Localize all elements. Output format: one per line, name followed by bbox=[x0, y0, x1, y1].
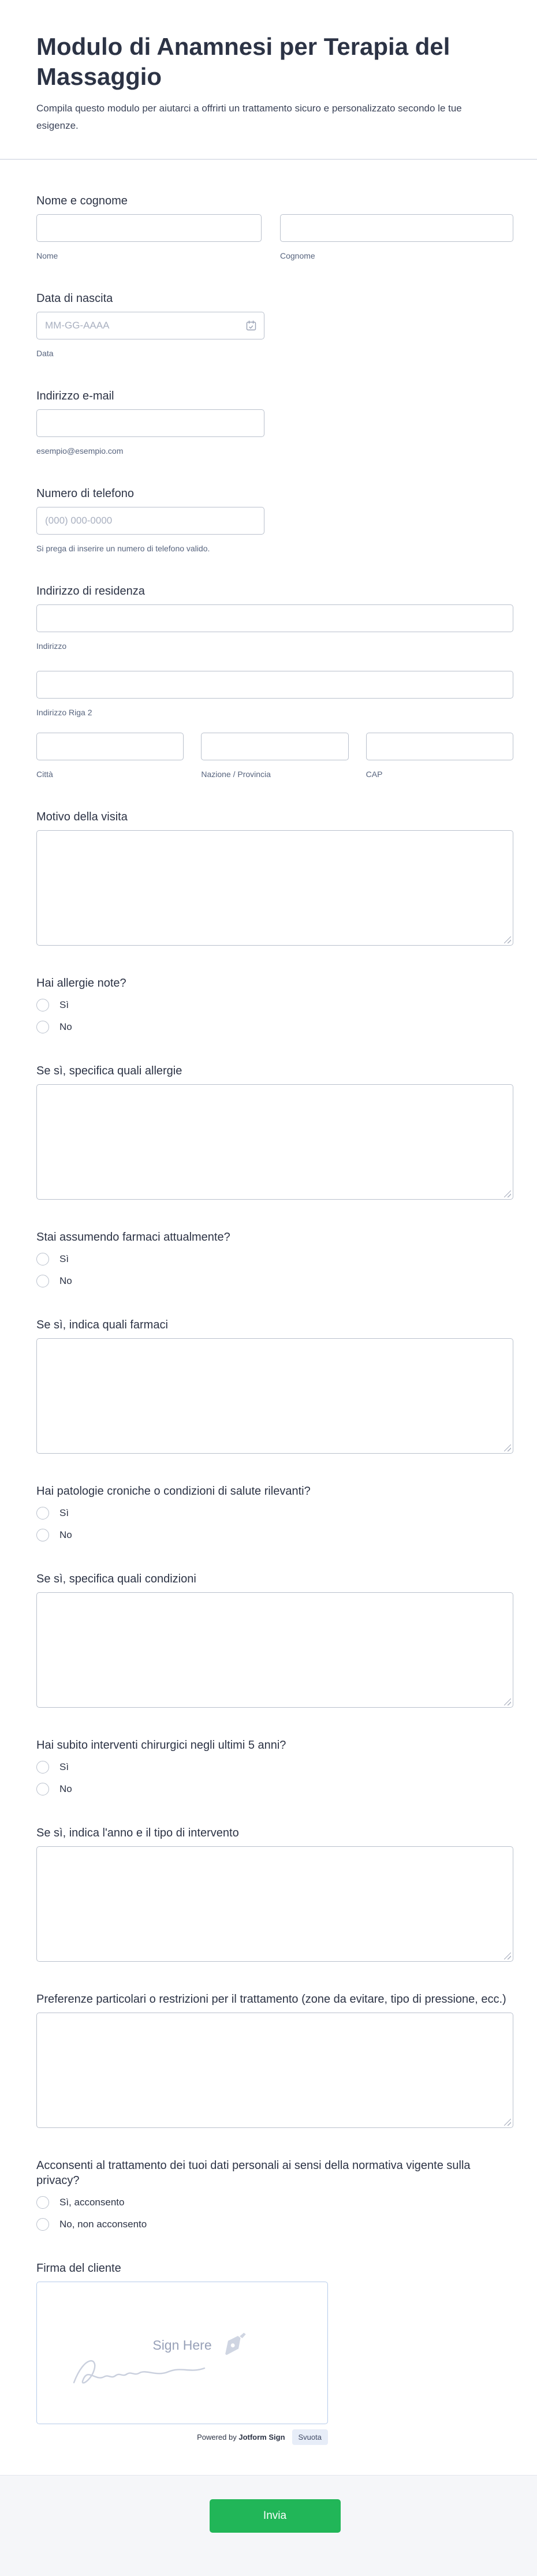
address-city-input[interactable] bbox=[36, 733, 184, 760]
address-line2-sublabel: Indirizzo Riga 2 bbox=[36, 708, 92, 717]
radio-icon[interactable] bbox=[36, 1021, 49, 1033]
conditions-option-no[interactable]: No bbox=[36, 1529, 513, 1541]
medications-detail-label: Se sì, indica quali farmaci bbox=[36, 1319, 168, 1331]
field-preferences bbox=[36, 1992, 513, 2128]
resize-handle-icon[interactable] bbox=[504, 1190, 511, 1197]
allergies-question-label: Hai allergie note? bbox=[36, 977, 126, 990]
radio-icon[interactable] bbox=[36, 1253, 49, 1265]
radio-icon[interactable] bbox=[36, 1507, 49, 1520]
question-privacy bbox=[36, 2158, 513, 2231]
radio-icon[interactable] bbox=[36, 1761, 49, 1774]
address-line1-input[interactable] bbox=[36, 604, 513, 632]
field-phone bbox=[36, 486, 513, 554]
privacy-option-no[interactable]: No, non acconsento bbox=[36, 2218, 513, 2231]
preferences-label: Preferenze particolari o restrizioni per il trattamento (zone da evitare, tipo di pressione, ecc.) bbox=[36, 1993, 506, 2006]
email-label: Indirizzo e-mail bbox=[36, 390, 114, 402]
jotform-sign-brand: Jotform Sign bbox=[238, 2433, 285, 2441]
first-name-input[interactable] bbox=[36, 214, 262, 242]
surgery-detail-textarea[interactable] bbox=[36, 1846, 513, 1962]
privacy-option-yes[interactable]: Sì, acconsento bbox=[36, 2196, 513, 2209]
conditions-detail-label: Se sì, specifica quali condizioni bbox=[36, 1573, 196, 1585]
address-line2-input[interactable] bbox=[36, 671, 513, 699]
surgery-question-label: Hai subito interventi chirurgici negli ultimi 5 anni? bbox=[36, 1739, 286, 1752]
field-conditions-detail bbox=[36, 1571, 513, 1708]
last-name-input[interactable] bbox=[280, 214, 513, 242]
calendar-icon[interactable] bbox=[245, 320, 257, 331]
submit-button[interactable]: Invia bbox=[210, 2499, 341, 2533]
address-state-input[interactable] bbox=[201, 733, 348, 760]
radio-icon[interactable] bbox=[36, 999, 49, 1011]
radio-icon[interactable] bbox=[36, 2196, 49, 2209]
email-input[interactable] bbox=[36, 409, 264, 437]
field-birth-date bbox=[36, 291, 513, 359]
radio-icon[interactable] bbox=[36, 1783, 49, 1795]
question-medications bbox=[36, 1230, 513, 1287]
field-allergies-detail bbox=[36, 1063, 513, 1200]
sign-here-text: Sign Here bbox=[152, 2338, 212, 2353]
page-subtitle: Compila questo modulo per aiutarci a offrirti un trattamento sicuro e personalizzato secondo le tue esigenze. bbox=[36, 103, 462, 131]
birth-date-input[interactable] bbox=[36, 312, 264, 339]
allergies-detail-label: Se sì, specifica quali allergie bbox=[36, 1065, 182, 1077]
allergies-option-yes[interactable]: Sì bbox=[36, 999, 513, 1011]
surgery-detail-label: Se sì, indica l'anno e il tipo di intervento bbox=[36, 1827, 239, 1839]
conditions-option-yes[interactable]: Sì bbox=[36, 1507, 513, 1520]
field-medications-detail bbox=[36, 1317, 513, 1454]
visit-reason-textarea[interactable] bbox=[36, 830, 513, 946]
last-name-sublabel: Cognome bbox=[280, 251, 315, 260]
resize-handle-icon[interactable] bbox=[504, 1444, 511, 1451]
form-header bbox=[0, 0, 537, 160]
resize-handle-icon[interactable] bbox=[504, 1952, 511, 1959]
address-zip-input[interactable] bbox=[366, 733, 513, 760]
address-state-sublabel: Nazione / Provincia bbox=[201, 770, 271, 779]
powered-by-text: Powered by Jotform Sign bbox=[197, 2433, 285, 2441]
page-title: Modulo di Anamnesi per Terapia del Massaggio bbox=[36, 33, 450, 90]
field-surgery-detail bbox=[36, 1825, 513, 1962]
field-email bbox=[36, 389, 513, 456]
address-line1-sublabel: Indirizzo bbox=[36, 641, 67, 651]
phone-sublabel: Si prega di inserire un numero di telefono valido. bbox=[36, 544, 210, 553]
signature-label: Firma del cliente bbox=[36, 2262, 121, 2275]
birth-date-label: Data di nascita bbox=[36, 292, 113, 305]
question-conditions bbox=[36, 1484, 513, 1541]
full-name-label: Nome e cognome bbox=[36, 195, 128, 207]
pen-nib-icon bbox=[220, 2331, 249, 2358]
signature-pad[interactable] bbox=[36, 2282, 328, 2424]
first-name-sublabel: Nome bbox=[36, 251, 58, 260]
medications-option-yes[interactable]: Sì bbox=[36, 1253, 513, 1265]
conditions-detail-textarea[interactable] bbox=[36, 1592, 513, 1708]
signature-squiggle-icon bbox=[70, 2350, 215, 2392]
radio-icon[interactable] bbox=[36, 1275, 49, 1287]
address-zip-sublabel: CAP bbox=[366, 770, 383, 779]
question-allergies bbox=[36, 976, 513, 1033]
field-address bbox=[36, 584, 513, 779]
field-signature bbox=[36, 2261, 513, 2445]
field-visit-reason bbox=[36, 809, 513, 946]
surgery-option-yes[interactable]: Sì bbox=[36, 1761, 513, 1774]
address-city-sublabel: Città bbox=[36, 770, 53, 779]
resize-handle-icon[interactable] bbox=[504, 2119, 511, 2126]
allergies-option-no[interactable]: No bbox=[36, 1021, 513, 1033]
field-full-name bbox=[36, 193, 513, 261]
radio-icon[interactable] bbox=[36, 2218, 49, 2231]
form-footer bbox=[0, 2476, 537, 2562]
allergies-detail-textarea[interactable] bbox=[36, 1084, 513, 1200]
resize-handle-icon[interactable] bbox=[504, 936, 511, 943]
medications-detail-textarea[interactable] bbox=[36, 1338, 513, 1454]
birth-date-sublabel: Data bbox=[36, 349, 54, 358]
preferences-textarea[interactable] bbox=[36, 2013, 513, 2128]
medications-option-no[interactable]: No bbox=[36, 1275, 513, 1287]
phone-label: Numero di telefono bbox=[36, 487, 134, 500]
phone-input[interactable] bbox=[36, 507, 264, 535]
privacy-question-label: Acconsenti al trattamento dei tuoi dati personali ai sensi della normativa vigente sulla privacy? bbox=[36, 2159, 471, 2187]
medications-question-label: Stai assumendo farmaci attualmente? bbox=[36, 1231, 230, 1244]
resize-handle-icon[interactable] bbox=[504, 1698, 511, 1705]
radio-icon[interactable] bbox=[36, 1529, 49, 1541]
signature-clear-button[interactable]: Svuota bbox=[292, 2429, 328, 2445]
conditions-question-label: Hai patologie croniche o condizioni di salute rilevanti? bbox=[36, 1485, 311, 1498]
email-sublabel: esempio@esempio.com bbox=[36, 446, 124, 456]
visit-reason-label: Motivo della visita bbox=[36, 811, 128, 823]
address-label: Indirizzo di residenza bbox=[36, 585, 145, 598]
surgery-option-no[interactable]: No bbox=[36, 1783, 513, 1795]
question-surgery bbox=[36, 1738, 513, 1795]
